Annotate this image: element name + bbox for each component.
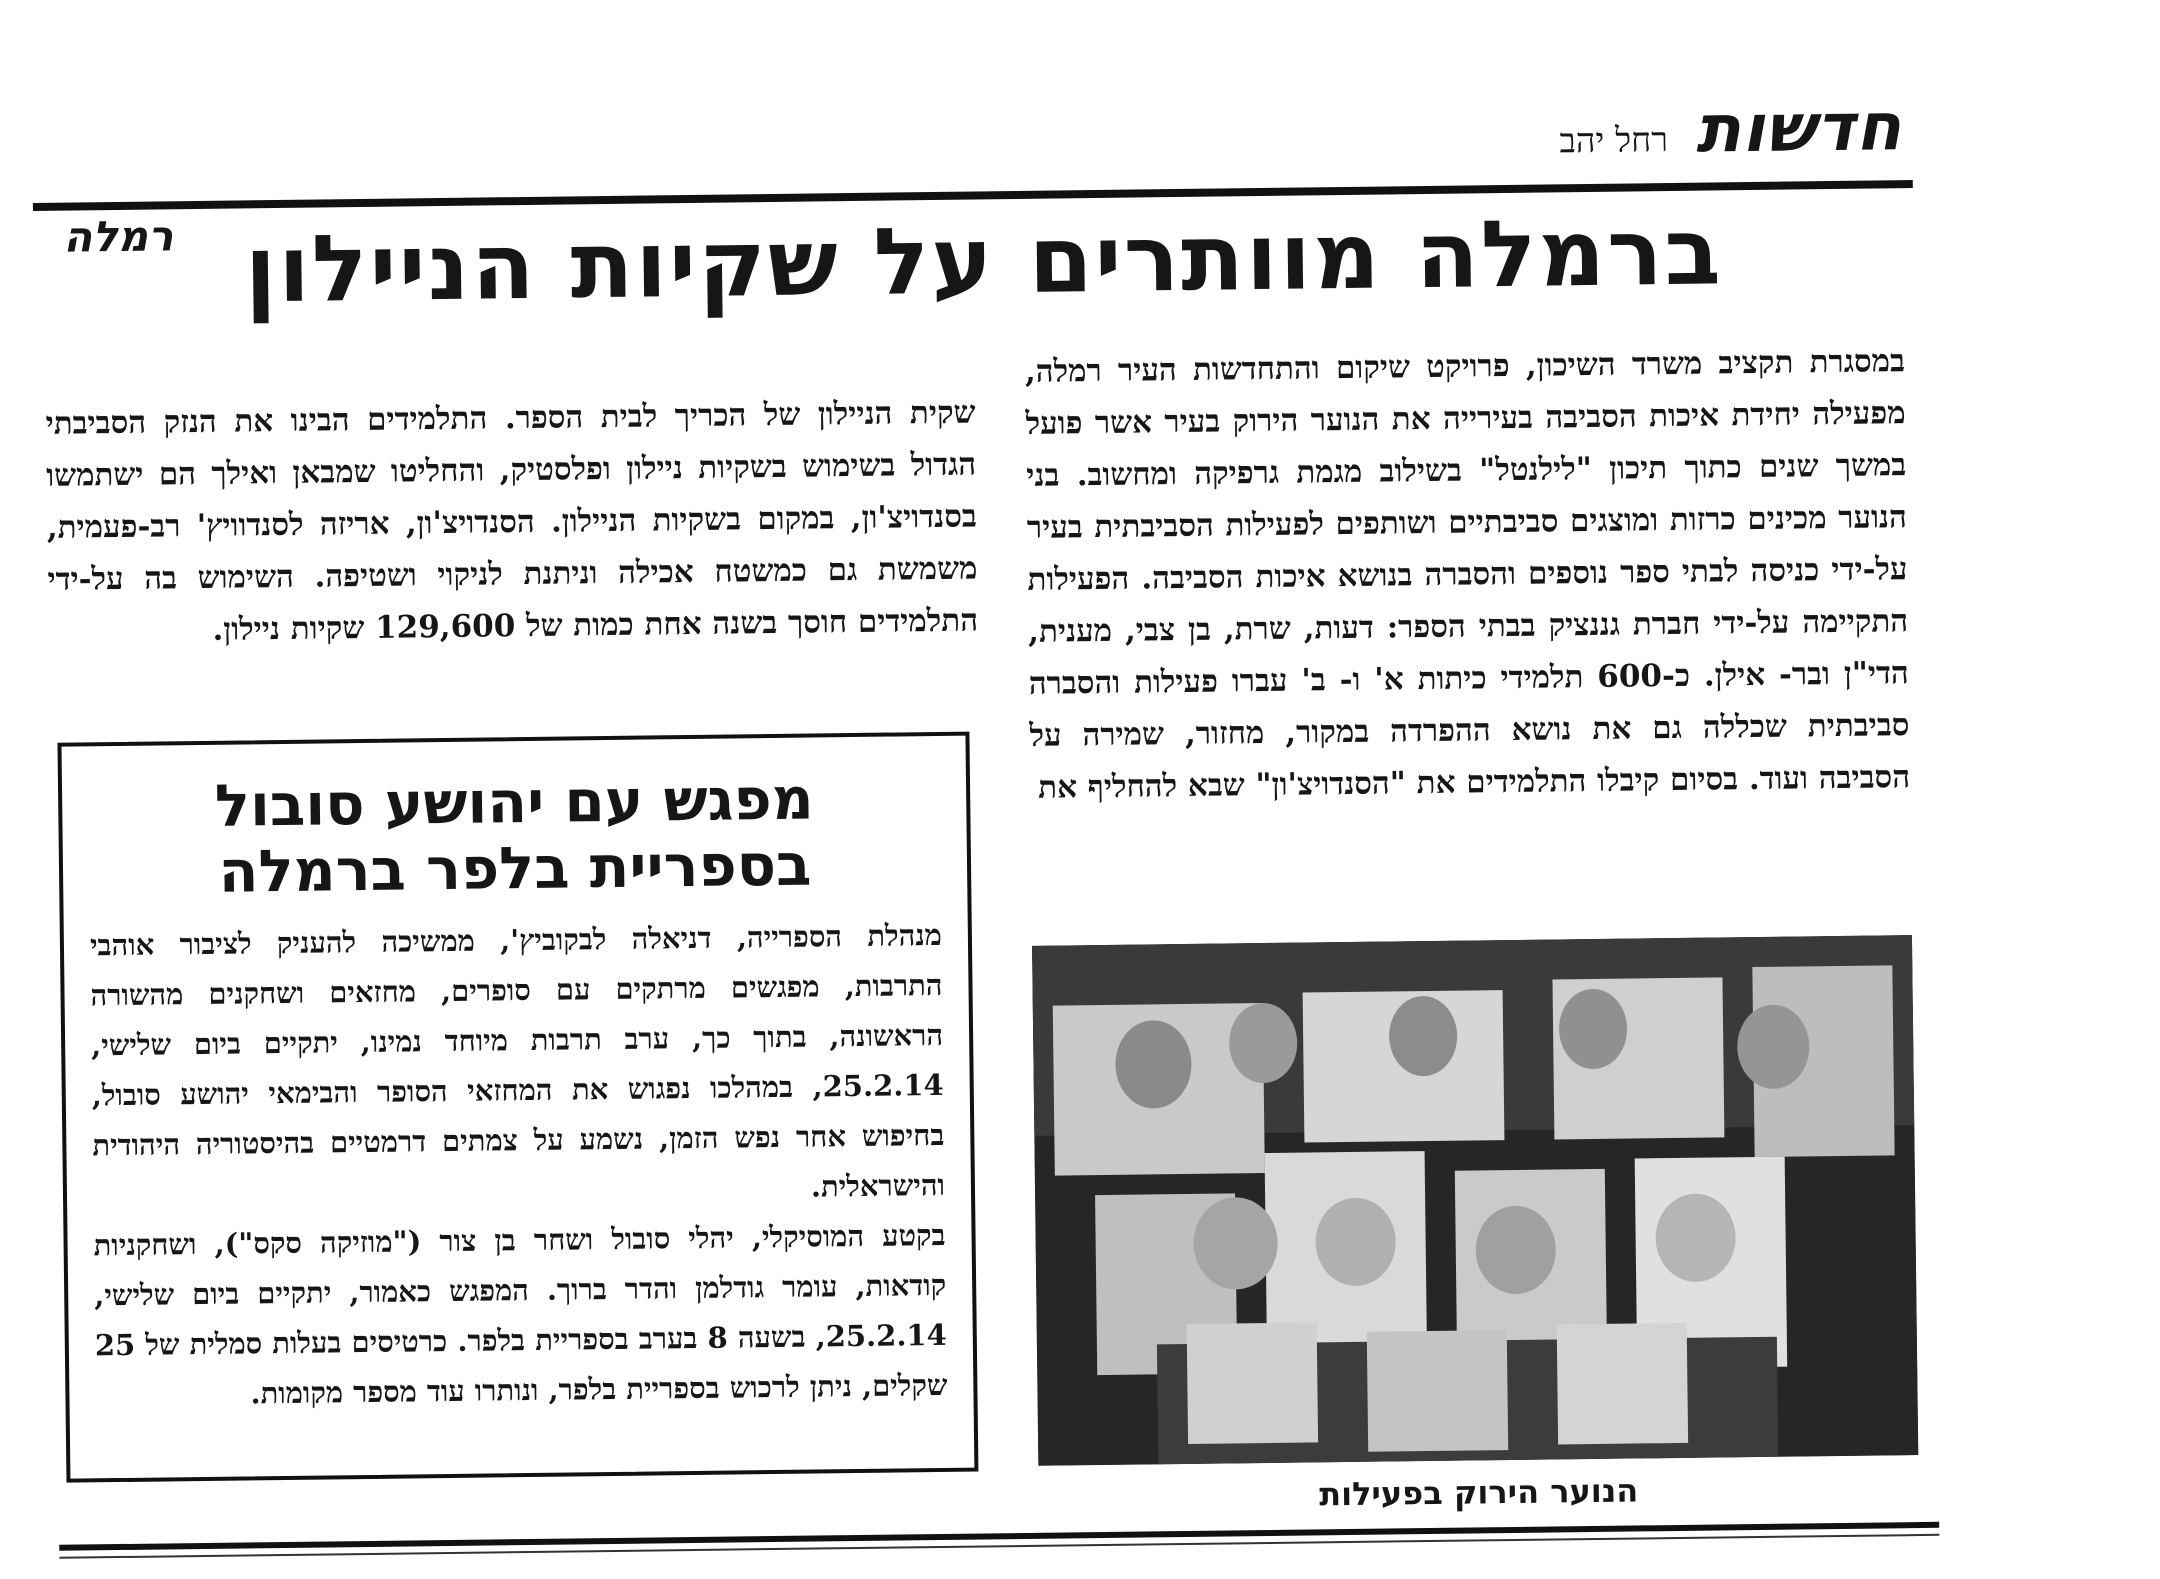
- event-box-paragraph: מנהלת הספרייה, דניאלה לבקוביץ', ממשיכה להעניק לציבור אוהבי התרבות, מפגשים מרתקים עם סופרים, מחזאים ושחקנים מהשורה הראשונה, בתוך כך, ערב תרבות מיוחד נמינו, יתקיים ביום שלישי, 25.2.14, במהלכו נפגוש את המחזאי הסופר והבימאי יהושע סובול, בחיפוש אחר נפש הזמן, נשמע על צמתים דרמטיים בהיסטוריה היהודית והישראלית.: [89, 917, 946, 1204]
- article-paragraph: במסגרת תקציב משרד השיכון, פרויקט שיקום והתחדשות העיר רמלה, מפעילה יחידת איכות הסביבה בעירייה את הנוער הירוק בעיר אשר פועל במשך שנים כתוך תיכון "לילנטל" בשילוב מגמת גרפיקה ומחשוב. בני הנוער מכינים כרזות ומוצגים סביבתיים ושותפים לפעילות הסביבתית בעיר על-ידי כניסה לבתי ספר נוספים והסברה בנושא איכות הסביבה. הפעילות התקיימה על-ידי חברת גננציק בבתי הספר: דעות, שרת, בן צבי, מענית, הדי"ן ובר- אילן. כ-600 תלמידי כיתות א' ו- ב' עברו פעילות והסברה סביבתית שכללה גם את נושא ההפרדה במקור, מחזור, שמירה על הסביבה ועוד. בסיום קיבלו התלמידים את "הסנדויצ'ון" שבא להחליף את: [1024, 343, 1911, 806]
- photo-caption: הנוער הירוק בפעילות: [1318, 1471, 1639, 1514]
- photo-image: [1032, 935, 1918, 1466]
- event-box-paragraph: בקטע המוסיקלי, יהלי סובול ושחר בן צור ("מוזיקה סקס"), ושחקניות קודאות, עומר גודלמן והדר ברוך. המפגש כאמור, יתקיים ביום שלישי, 25.2.14, בשעה 8 בערב בספריית בלפר. כרטיסים בעלות סמלית של 25 שקלים, ניתן לרכוש בספריית בלפר, ונותרו עוד מספר מקומות.: [93, 1217, 948, 1411]
- section-name: חדשות: [1695, 88, 1903, 168]
- masthead: [1472, 80, 1903, 168]
- article-column-left: [45, 386, 978, 657]
- event-box-body: [63, 896, 973, 1421]
- event-box-title-line: בספריית בלפר ברמלה: [218, 830, 812, 906]
- city-kicker: רמלה: [63, 211, 174, 262]
- headline: ברמלה מוותרים על שקיות הניילון: [244, 198, 1724, 324]
- article-column-right: [1025, 335, 1911, 814]
- event-box-title: [62, 764, 968, 907]
- event-box-title-line: מפגש עם יהושע סובול: [214, 764, 814, 840]
- byline: רחל יהב: [1559, 120, 1669, 162]
- event-box: [57, 732, 978, 1483]
- article-paragraph: שקית הניילון של הכריך לבית הספר. התלמידים הבינו את הנזק הסביבתי הגדול בשימוש בשקיות ניילון ופלסטיק, והחליטו שמבאן ואילך הם ישתמשו בסנדויצ'ון, במקום בשקיות הניילון. הסנדויצ'ון, אריזה לסנדוויץ' רב-פעמית, משמשת גם כמשטח אכילה וניתנת לניקוי ושטיפה. השימוש בה על-ידי התלמידים חוסך בשנה אחת כמות של 129,600 שקיות ניילון.: [45, 394, 979, 648]
- news-photo: [1032, 935, 1918, 1466]
